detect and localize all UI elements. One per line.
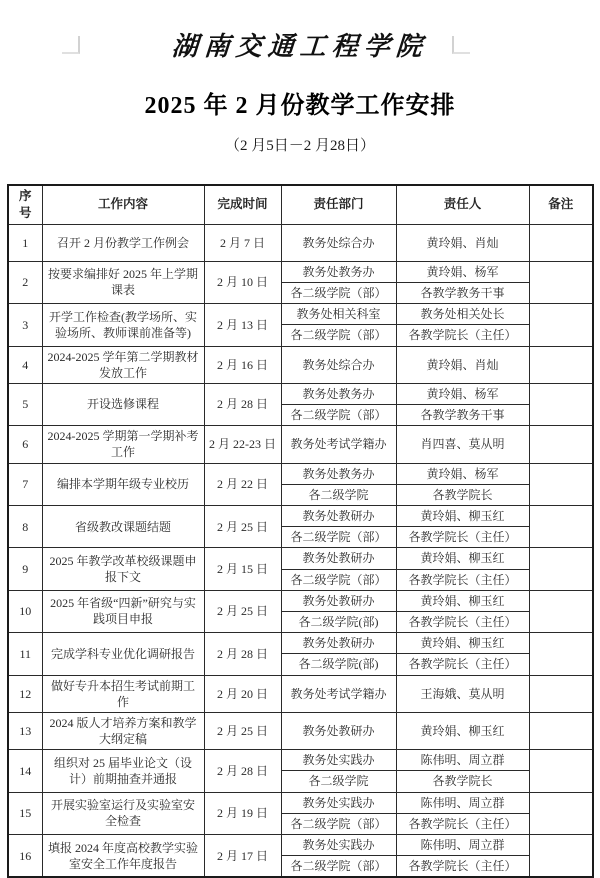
- table-row: [8, 304, 593, 325]
- cell-responsible-person: 黄玲娟、肖灿: [396, 224, 529, 261]
- cell-sequence-number: 12: [8, 675, 42, 712]
- column-header: 工作内容: [42, 185, 204, 224]
- cell-deadline: 2 月 19 日: [204, 792, 281, 834]
- cell-responsible-department: 教务处实践办: [281, 792, 396, 813]
- cell-responsible-person: 黄玲娟、肖灿: [396, 346, 529, 383]
- cell-responsible-department: 各二级学院（部）: [281, 527, 396, 548]
- cell-responsible-department: 各二级学院（部）: [281, 325, 396, 346]
- cell-work-content: 开设选修课程: [42, 383, 204, 425]
- cell-deadline: 2 月 16 日: [204, 346, 281, 383]
- table-row: [8, 750, 593, 771]
- cell-responsible-person: 黄玲娟、柳玉红: [396, 712, 529, 749]
- cell-deadline: 2 月 7 日: [204, 224, 281, 261]
- cell-deadline: 2 月 25 日: [204, 506, 281, 548]
- cell-responsible-person: 陈伟明、周立群: [396, 750, 529, 771]
- cell-deadline: 2 月 25 日: [204, 590, 281, 632]
- school-name: 湖南交通工程学院: [170, 32, 429, 61]
- cell-responsible-person: 黄玲娟、柳玉红: [396, 506, 529, 527]
- cell-sequence-number: 8: [8, 506, 42, 548]
- cell-responsible-person: 陈伟明、周立群: [396, 835, 529, 856]
- cell-remark: [529, 590, 593, 632]
- cell-responsible-person: 黄玲娟、杨军: [396, 463, 529, 484]
- cell-responsible-person: 各教学院长（主任）: [396, 856, 529, 878]
- cell-work-content: 2024-2025 学年第二学期教材发放工作: [42, 346, 204, 383]
- cell-responsible-department: 教务处考试学籍办: [281, 675, 396, 712]
- cell-responsible-person: 陈伟明、周立群: [396, 792, 529, 813]
- cell-remark: [529, 506, 593, 548]
- cell-responsible-department: 教务处教务办: [281, 383, 396, 404]
- cell-responsible-department: 各二级学院: [281, 771, 396, 792]
- table-row: [8, 712, 593, 749]
- table-row: [8, 590, 593, 611]
- table-row: [8, 633, 593, 654]
- cell-work-content: 组织对 25 届毕业论文（设计）前期抽查并通报: [42, 750, 204, 792]
- cell-sequence-number: 6: [8, 426, 42, 463]
- cell-deadline: 2 月 25 日: [204, 712, 281, 749]
- page-title: 2025 年 2 月份教学工作安排: [144, 93, 456, 119]
- cell-deadline: 2 月 10 日: [204, 261, 281, 303]
- cell-work-content: 按要求编排好 2025 年上学期课表: [42, 261, 204, 303]
- cell-work-content: 做好专升本招生考试前期工作: [42, 675, 204, 712]
- table-row: [8, 506, 593, 527]
- cell-deadline: 2 月 28 日: [204, 750, 281, 792]
- cell-remark: [529, 383, 593, 425]
- cell-responsible-person: 各教学院长（主任）: [396, 569, 529, 590]
- cell-work-content: 2024 版人才培养方案和教学大纲定稿: [42, 712, 204, 749]
- table-row: [8, 463, 593, 484]
- cell-responsible-person: 肖四喜、莫从明: [396, 426, 529, 463]
- cell-deadline: 2 月 28 日: [204, 383, 281, 425]
- cell-deadline: 2 月 17 日: [204, 835, 281, 878]
- column-header: 责任部门: [281, 185, 396, 224]
- cell-responsible-department: 教务处教研办: [281, 506, 396, 527]
- cell-responsible-department: 教务处实践办: [281, 835, 396, 856]
- cell-responsible-person: 黄玲娟、杨军: [396, 261, 529, 282]
- cell-responsible-department: 教务处实践办: [281, 750, 396, 771]
- date-range: （2 月5日－2 月28日）: [224, 138, 375, 154]
- cell-responsible-department: 教务处教研办: [281, 633, 396, 654]
- table-row: [8, 346, 593, 383]
- cell-responsible-person: 黄玲娟、杨军: [396, 383, 529, 404]
- cell-responsible-department: 教务处相关科室: [281, 304, 396, 325]
- cell-work-content: 召开 2 月份教学工作例会: [42, 224, 204, 261]
- cell-remark: [529, 675, 593, 712]
- cell-work-content: 编排本学期年级专业校历: [42, 463, 204, 505]
- column-header: 序号: [8, 185, 42, 224]
- cell-responsible-department: 各二级学院（部）: [281, 813, 396, 834]
- table-row: [8, 675, 593, 712]
- cell-deadline: 2 月 22 日: [204, 463, 281, 505]
- table-row: [8, 383, 593, 404]
- cell-responsible-person: 各教学院长: [396, 771, 529, 792]
- cell-remark: [529, 463, 593, 505]
- cell-sequence-number: 7: [8, 463, 42, 505]
- cell-sequence-number: 2: [8, 261, 42, 303]
- cell-responsible-department: 各二级学院（部）: [281, 282, 396, 303]
- cell-responsible-department: 教务处综合办: [281, 224, 396, 261]
- table-row: [8, 261, 593, 282]
- cell-responsible-person: 黄玲娟、柳玉红: [396, 633, 529, 654]
- cell-sequence-number: 5: [8, 383, 42, 425]
- cell-deadline: 2 月 20 日: [204, 675, 281, 712]
- table-row: [8, 835, 593, 856]
- cell-responsible-department: 各二级学院（部）: [281, 405, 396, 426]
- column-header: 责任人: [396, 185, 529, 224]
- cell-sequence-number: 11: [8, 633, 42, 675]
- cell-work-content: 填报 2024 年度高校教学实验室安全工作年度报告: [42, 835, 204, 878]
- cell-sequence-number: 9: [8, 548, 42, 590]
- cell-work-content: 2024-2025 学期第一学期补考工作: [42, 426, 204, 463]
- table-row: [8, 426, 593, 463]
- cell-responsible-person: 各教学院长（主任）: [396, 654, 529, 675]
- cell-remark: [529, 750, 593, 792]
- cell-deadline: 2 月 28 日: [204, 633, 281, 675]
- table-row: [8, 792, 593, 813]
- cell-sequence-number: 13: [8, 712, 42, 749]
- cell-remark: [529, 792, 593, 834]
- cell-responsible-person: 各教学院长（主任）: [396, 813, 529, 834]
- cell-responsible-person: 各教学院长: [396, 484, 529, 505]
- cell-responsible-department: 各二级学院(部): [281, 654, 396, 675]
- cell-remark: [529, 261, 593, 303]
- cell-work-content: 2025 年教学改革校级课题申报下文: [42, 548, 204, 590]
- cell-responsible-person: 各教学院长（主任）: [396, 611, 529, 632]
- cell-sequence-number: 4: [8, 346, 42, 383]
- cell-responsible-person: 黄玲娟、柳玉红: [396, 548, 529, 569]
- cell-remark: [529, 548, 593, 590]
- cell-responsible-person: 各教学院长（主任）: [396, 325, 529, 346]
- cell-remark: [529, 304, 593, 346]
- document-page: [0, 26, 600, 874]
- table-row: [8, 224, 593, 261]
- cell-responsible-department: 各二级学院（部）: [281, 856, 396, 878]
- cell-sequence-number: 3: [8, 304, 42, 346]
- table-body: [8, 224, 593, 877]
- cell-remark: [529, 712, 593, 749]
- cell-responsible-department: 各二级学院（部）: [281, 569, 396, 590]
- cell-remark: [529, 224, 593, 261]
- table-header: [8, 185, 593, 224]
- schedule-table: [7, 184, 594, 878]
- cell-responsible-person: 各教学教务干事: [396, 282, 529, 303]
- cell-work-content: 2025 年省级“四新”研究与实践项目申报: [42, 590, 204, 632]
- cell-responsible-department: 教务处教研办: [281, 590, 396, 611]
- cell-sequence-number: 16: [8, 835, 42, 878]
- cell-responsible-department: 教务处教研办: [281, 712, 396, 749]
- column-header: 备注: [529, 185, 593, 224]
- cell-responsible-department: 各二级学院: [281, 484, 396, 505]
- cell-responsible-person: 黄玲娟、柳玉红: [396, 590, 529, 611]
- cell-responsible-department: 教务处教务办: [281, 463, 396, 484]
- cell-deadline: 2 月 22-23 日: [204, 426, 281, 463]
- cell-responsible-department: 教务处综合办: [281, 346, 396, 383]
- cell-responsible-department: 教务处考试学籍办: [281, 426, 396, 463]
- cell-work-content: 开学工作检查(教学场所、实验场所、教师课前准备等): [42, 304, 204, 346]
- column-header: 完成时间: [204, 185, 281, 224]
- cell-responsible-person: 各教学院长（主任）: [396, 527, 529, 548]
- cell-work-content: 完成学科专业优化调研报告: [42, 633, 204, 675]
- cell-sequence-number: 10: [8, 590, 42, 632]
- cell-responsible-person: 教务处相关处长: [396, 304, 529, 325]
- cell-sequence-number: 14: [8, 750, 42, 792]
- cell-responsible-department: 各二级学院(部): [281, 611, 396, 632]
- cell-remark: [529, 426, 593, 463]
- cell-remark: [529, 346, 593, 383]
- cell-sequence-number: 15: [8, 792, 42, 834]
- cell-responsible-person: 各教学教务干事: [396, 405, 529, 426]
- cell-responsible-department: 教务处教务办: [281, 261, 396, 282]
- cell-sequence-number: 1: [8, 224, 42, 261]
- cell-work-content: 开展实验室运行及实验室安全检查: [42, 792, 204, 834]
- cell-deadline: 2 月 13 日: [204, 304, 281, 346]
- cell-responsible-department: 教务处教研办: [281, 548, 396, 569]
- cell-work-content: 省级教改课题结题: [42, 506, 204, 548]
- cell-remark: [529, 633, 593, 675]
- cell-deadline: 2 月 15 日: [204, 548, 281, 590]
- table-header-row: [8, 185, 593, 224]
- table-row: [8, 548, 593, 569]
- cell-remark: [529, 835, 593, 878]
- cell-responsible-person: 王海娥、莫从明: [396, 675, 529, 712]
